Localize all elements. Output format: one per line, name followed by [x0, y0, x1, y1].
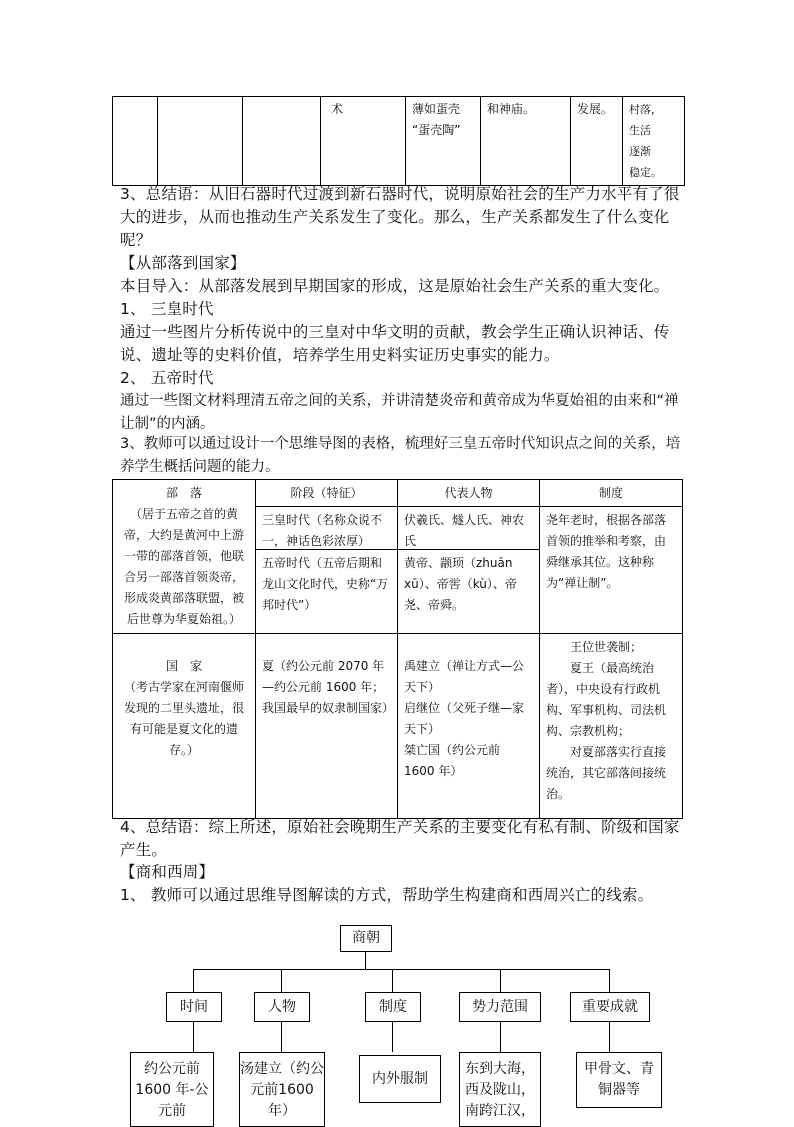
subheading-wudi: 2、 五帝时代 [120, 369, 214, 387]
tribe-title: 部 落 [165, 486, 202, 500]
mindmap-leaf-time: 约公元前1600 年-公元前 [130, 1052, 214, 1127]
mindmap-table-paragraph: 3、教师可以通过设计一个思维导图的表格，梳理好三皇五帝时代知识点之间的关系，培养学生概括问题的能力。 [120, 436, 681, 475]
mindmap-branch-time: 时间 [166, 992, 222, 1022]
tribe-system: 尧年老时，根据各部落首领的推举和考察，由舜继承其位。这种称为“禅让制”。 [540, 506, 682, 597]
state-cell [113, 634, 256, 819]
xia-system: 王位世袭制； 夏王（最高统治者），中央设有行政机构、军事机构、司法机构、宗教机构； 对夏部落实行直接统治，其它部落间接统治。 [540, 634, 683, 819]
summary-paragraph: 3、总结语：从旧石器时代过渡到新石器时代，说明原始社会的生产力水平有了很大的进步，从而也推动生产关系发生了变化。那么，生产关系都发生了什么变化呢？ [120, 185, 680, 249]
wudi-people: 黄帝、颛顼（zhuān xū）、帝喾（kù）、帝尧、帝舜。 [398, 549, 539, 619]
mindmap-connector [500, 1022, 501, 1052]
mindmap-connector [281, 1022, 282, 1052]
top-table-cell [113, 97, 158, 186]
wudi-paragraph: 通过一些图文材料理清五帝之间的关系，并讲清楚炎帝和黄帝成为华夏始祖的由来和“禅让制”的内涵。 [120, 393, 679, 432]
mindmap-connector [609, 969, 610, 992]
xia-stage: 夏（约公元前 2070 年—约公元前 1600 年；我国最早的奴隶制国家） [256, 634, 398, 819]
top-table-cell [243, 97, 321, 186]
top-table-cell: 和神庙。 [481, 97, 571, 186]
mindmap-connector [193, 969, 194, 992]
section-heading-tribe-to-state: 【从部落到国家】 [120, 254, 246, 272]
header-stage: 阶段（特征） [290, 486, 363, 500]
header-system: 制度 [598, 486, 623, 500]
mindmap-connector [281, 969, 282, 992]
top-table-cell: 术 [321, 97, 406, 186]
mindmap-connector [365, 952, 366, 969]
people-cell [398, 480, 540, 634]
sanhuang-people: 伏羲氏、燧人氏、神农氏 [398, 506, 539, 549]
mindmap-branch-people: 人物 [254, 992, 310, 1022]
state-desc: （考古学家在河南偃师发现的二里头遗址，很有可能是夏文化的遗存。） [123, 680, 244, 757]
mindmap-connector [193, 969, 610, 970]
mindmap-branch-achievements: 重要成就 [570, 992, 650, 1022]
mindmap-connector [609, 1022, 610, 1052]
shang-mindmap-paragraph: 1、 教师可以通过思维导图解读的方式，帮助学生构建商和西周兴亡的线索。 [120, 886, 654, 904]
top-table-cell: 发展。 [571, 97, 623, 186]
sanhuang-paragraph: 通过一些图片分析传说中的三皇对中华文明的贡献，教会学生正确认识神话、传说、遗址等的史料价值，培养学生用史料实证历史事实的能力。 [120, 323, 670, 364]
sanhuang-stage: 三皇时代（名称众说不一，神话色彩浓厚） [256, 506, 397, 549]
xia-people: 禹建立（禅让方式—公天下） 启继位（父死子继—家天下） 桀亡国（约公元前 1600 年） [398, 634, 540, 819]
mindmap-leaf-territory: 东到大海，西及陇山，南跨江汉， [459, 1052, 541, 1127]
subheading-sanhuang: 1、 三皇时代 [120, 300, 214, 318]
mindmap-branch-territory: 势力范围 [459, 992, 541, 1022]
system-cell [540, 480, 683, 634]
header-people: 代表人物 [444, 486, 493, 500]
section-heading-shang-zhou: 【商和西周】 [120, 863, 215, 881]
mindmap-connector [193, 1022, 194, 1052]
mindmap-leaf-achievements: 甲骨文、青铜器等 [576, 1052, 662, 1108]
mindmap-connector [392, 1022, 393, 1052]
wudi-stage: 五帝时代（五帝后期和龙山文化时代，史称“万邦时代”） [256, 549, 397, 619]
mindmap-root: 商朝 [340, 925, 392, 952]
stage-cell [256, 480, 398, 634]
top-table-fragment [112, 96, 685, 186]
state-title: 国 家 [165, 659, 202, 673]
mindmap-branch-system: 制度 [365, 992, 421, 1022]
tribe-desc: （居于五帝之首的黄帝，大约是黄河中上游一带的部落首领，他联合另一部落首领炎帝，形成炎黄部落联盟，被后世尊为华夏始祖。） [123, 507, 244, 626]
mindmap-leaf-system: 内外服制 [359, 1055, 441, 1103]
mindmap-connector [500, 969, 501, 992]
intro-paragraph: 本目导入：从部落发展到早期国家的形成，这是原始社会生产关系的重大变化。 [120, 277, 670, 295]
mindmap-leaf-people: 汤建立（约公元前1600 年） [239, 1052, 325, 1127]
top-table-cell: 薄如蛋壳 “蛋壳陶” [406, 97, 481, 186]
top-table-cell [158, 97, 243, 186]
top-table-cell: 村落， 生活 逐渐 稳定。 [623, 97, 685, 186]
mindmap-connector [392, 969, 393, 992]
conclusion-paragraph: 4、总结语：综上所述，原始社会晚期生产关系的主要变化有私有制、阶级和国家产生。 [120, 818, 680, 859]
tribe-cell [113, 480, 256, 634]
sanhuang-wudi-table [112, 479, 683, 819]
